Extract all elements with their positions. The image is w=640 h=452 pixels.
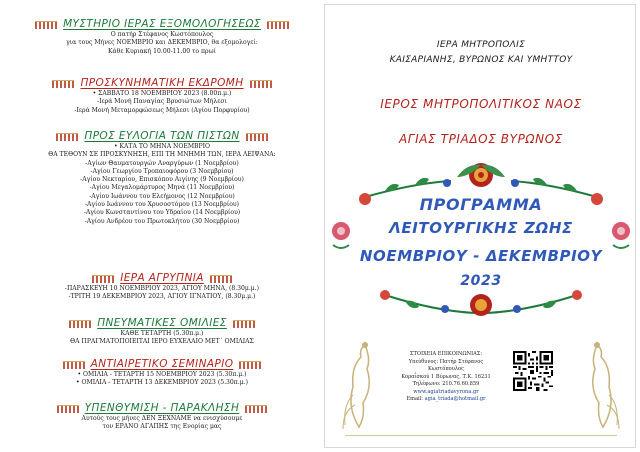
reminder-heading: ΥΠΕΝΘΥΜΙΣΗ - ΠΑΡΑΚΛΗΣΗ xyxy=(85,402,240,415)
left-page xyxy=(4,4,320,448)
relics-section xyxy=(4,124,320,226)
seminar-heading: ΑΝΤΙΑΙΡΕΤΙΚΟ ΣΕΜΙΝΑΡΙΟ xyxy=(91,358,234,371)
relic-item: -Αγίου Ιωάννου του Ελεήμονος (12 Νοεμβρίου) xyxy=(89,192,235,200)
contact-title: ΣΤΟΙΧΕΙΑ ΕΠΙΚΟΙΝΩΝΙΑΣ: xyxy=(409,351,483,357)
floral-ornament-icon xyxy=(35,21,57,29)
reminder-line: Αυτούς τους μήνες ΔΕΝ ΞΕΧΝΑΜΕ να ενισχύσουμε xyxy=(81,415,243,422)
seminar-section xyxy=(4,352,320,388)
floral-ornament-icon xyxy=(210,275,232,283)
relic-item: -Αγίων Θαυματουργών Αναργύρων (1 Νοεμβρίου) xyxy=(85,159,239,167)
relic-item: -Αγίου Ανδρέου του Πρωτοκλήτου (30 Νοεμβρίου) xyxy=(84,217,240,225)
metropolis-subtitle: ΚΑΙΣΑΡΙΑΝΗΣ, ΒΥΡΩΝΟΣ ΚΑΙ ΥΜΗΤΤΟΥ xyxy=(389,55,573,65)
talks-heading: ΠΝΕΥΜΑΤΙΚΕΣ ΟΜΙΛΙΕΣ xyxy=(97,317,227,330)
floral-ornament-icon xyxy=(245,405,267,413)
floral-ornament-icon xyxy=(233,320,255,328)
floral-frame-ornament xyxy=(325,155,637,325)
relic-item: -Αγίου Νεκταρίου, Επισκόπου Αιγίνης (9 Νοεμβρίου) xyxy=(80,176,244,184)
vigil-section xyxy=(4,266,320,302)
relics-line: ΘΑ ΤΕΘΟΥΝ ΣΕ ΠΡΟΣΚΥΝΗΣΗ, ΕΠΙ ΤΗ ΜΝΗΜΗ ΤΩΝ, ΙΕΡΑ ΛΕΙΨΑΝΑ: xyxy=(48,151,276,159)
relic-item: -Αγίου Ιωάννου του Χρυσοστόμου (13 Νοεμβρίου) xyxy=(84,201,240,209)
program-title: ΠΡΟΓΡΑΜΜΑ xyxy=(419,195,543,214)
pilgrimage-section xyxy=(4,71,320,115)
confession-line: για τους Μήνες ΝΟΕΜΒΡΙΟ και ΔΕΚΕΜΒΡΙΟ, θα εξομολογεί: xyxy=(66,39,258,47)
website-link[interactable]: www.agiatriadavyrona.gr xyxy=(413,388,479,395)
temple-name: ΑΓΙΑΣ ΤΡΙΑΔΟΣ ΒΥΡΩΝΟΣ xyxy=(399,132,563,146)
pilgrimage-line: • ΣΑΒΒΑΤΟ 18 ΝΟΕΜΒΡΙΟΥ 2023 (8.00π.μ.) xyxy=(92,90,232,97)
qr-code-icon[interactable] xyxy=(513,351,553,391)
peacock-icon xyxy=(335,335,385,435)
metropolis-title: ΙΕΡΑ ΜΗΤΡΟΠΟΛΙΣ xyxy=(436,40,526,50)
confession-heading: ΜΥΣΤΗΡΙΟ ΙΕΡΑΣ ΕΞΟΜΟΛΟΓΗΣΕΩΣ xyxy=(63,18,261,31)
contact-block xyxy=(391,351,501,404)
temple-title: ΙΕΡΟΣ ΜΗΤΡΟΠΟΛΙΤΙΚΟΣ ΝΑΟΣ xyxy=(380,97,582,111)
seminar-line: • ΟΜΙΛΙΑ - ΤΕΤΑΡΤΗ 15 ΝΟΕΜΒΡΙΟΥ 2023 (5.30π.μ.) xyxy=(77,371,247,378)
floral-ornament-icon xyxy=(246,133,268,141)
floral-ornament-icon xyxy=(56,133,78,141)
pilgrimage-heading: ΠΡΟΣΚΥΝΗΜΑΤΙΚΗ ΕΚΔΡΟΜΗ xyxy=(80,77,243,90)
floral-ornament-icon xyxy=(69,320,91,328)
program-months: ΝΟΕΜΒΡΙΟΥ - ΔΕΚΕΜΒΡΙΟΥ xyxy=(359,247,603,265)
pilgrimage-line: -Ιερά Μονή Παναγίας Βρυσιώτων Μήλεσι xyxy=(97,98,227,106)
vigil-heading: ΙΕΡΑ ΑΓΡΥΠΝΙΑ xyxy=(120,272,204,285)
vigil-line: -ΤΡΙΤΗ 19 ΔΕΚΕΜΒΡΙΟΥ 2023, ΑΓΙΟΥ ΙΓΝΑΤΙΟΥ, (8.30μ.μ.) xyxy=(68,293,256,301)
floral-ornament-icon xyxy=(239,361,261,369)
confession-section xyxy=(4,12,320,56)
confession-line: Κάθε Κυριακή 10.00-11.00 το πρωί xyxy=(108,47,216,55)
program-subtitle: ΛΕΙΤΟΥΡΓΙΚΗΣ ΖΩΗΣ xyxy=(389,219,573,237)
relic-item: -Αγίου Μεγαλομάρτυρος Μηνά (11 Νοεμβρίου) xyxy=(89,184,235,192)
relic-item: -Αγίου Γεωργίου Τροπαιοφόρου (3 Νοεμβρίου) xyxy=(90,167,234,175)
floral-ornament-icon xyxy=(52,80,74,88)
floral-ornament-icon xyxy=(250,80,272,88)
talks-line: ΘΑ ΠΡΑΓΜΑΤΟΠΟΙΕΙΤΑΙ ΙΕΡΟ ΕΥΧΕΛΑΙΟ ΜΕΤ΄ ΟΜΙΛΙΑΣ xyxy=(70,338,254,346)
reminder-line: τον ΕΡΑΝΟ ΑΓΑΠΗΣ της Ενορίας μας xyxy=(102,423,222,431)
talks-line: ΚΑΘΕ ΤΕΤΑΡΤΗ (5.30π.μ.) xyxy=(120,330,204,337)
email-link[interactable]: agia_triada@hotmail.gr xyxy=(424,396,486,402)
contact-address: Κοραΐσκού 1 Βύρωνας, Τ.Κ. 16231 xyxy=(401,373,491,380)
seminar-line: • ΟΜΙΛΙΑ - ΤΕΤΑΡΤΗ 13 ΔΕΚΕΜΒΡΙΟΥ 2023 (5.30π.μ.) xyxy=(75,379,249,387)
relic-item: -Αγίου Κωνσταντίνου του Υδραίου (14 Νοεμβρίου) xyxy=(83,209,241,217)
confession-line: Ο πατήρ Στέφανος Κωστόπουλος xyxy=(110,31,214,38)
relics-line: • ΚΑΤΑ ΤΟ ΜΗΝΑ ΝΟΕΜΒΡΙΟ xyxy=(113,143,211,150)
floral-ornament-icon xyxy=(57,405,79,413)
contact-email-row xyxy=(391,396,501,404)
bottom-frame-line xyxy=(345,435,617,436)
program-year: 2023 xyxy=(460,273,502,289)
relics-heading: ΠΡΟΣ ΕΥΛΟΓΙΑ ΤΩΝ ΠΙΣΤΩΝ xyxy=(84,130,239,143)
contact-phone: Τηλέφωνο: 210.76.60.859 xyxy=(412,381,480,387)
peacock-icon xyxy=(577,335,627,435)
vigil-line: -ΠΑΡΑΣΚΕΥΗ 10 ΝΟΕΜΒΡΙΟΥ 2023, ΑΓΙΟΥ ΜΗΝΑ, (8.30μ.μ.) xyxy=(64,285,260,292)
floral-ornament-icon xyxy=(92,275,114,283)
floral-ornament-icon xyxy=(63,361,85,369)
talks-section xyxy=(4,311,320,347)
pilgrimage-line: -Ιερά Μονή Μεταμορφώσεως Μήλεσι (Αγίου Πορφυρίου) xyxy=(74,106,250,114)
reminder-section xyxy=(4,396,320,432)
floral-ornament-icon xyxy=(380,290,582,316)
email-label: Email: xyxy=(406,396,424,402)
right-page xyxy=(324,4,636,448)
floral-ornament-icon xyxy=(267,21,289,29)
contact-person: Υπεύθυνος: Πατήρ Στέφανος Κωστόπουλος xyxy=(408,358,484,372)
